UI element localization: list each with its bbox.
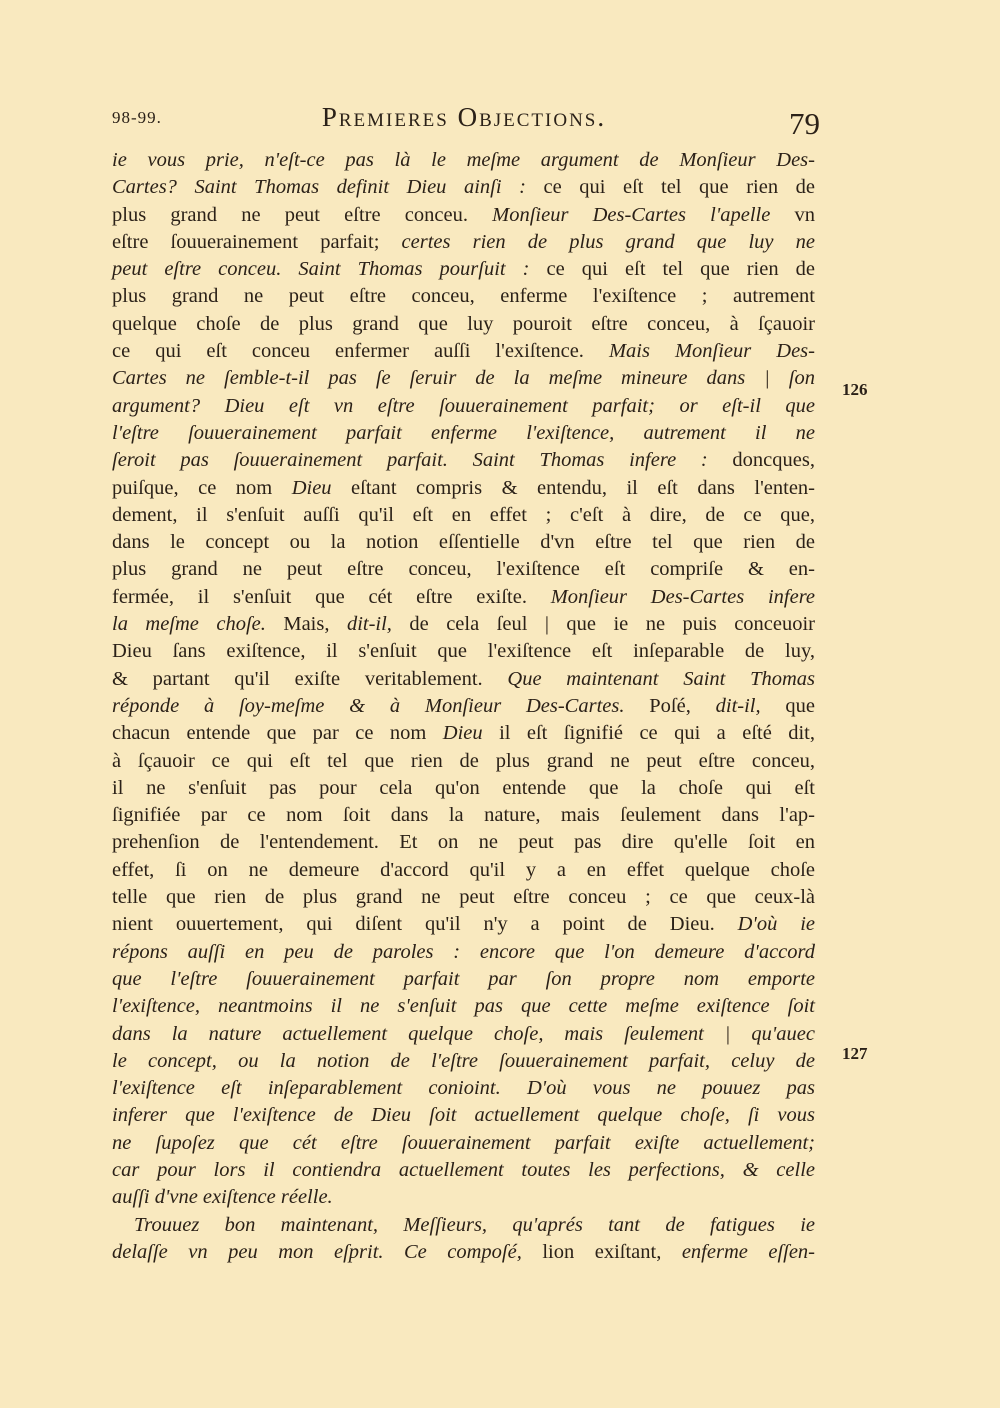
- italic-text-run: le concept, ou la notion de l'eſtre ſouuerainement parfait, celuy de: [112, 1049, 815, 1072]
- text-run: doncques,: [707, 449, 815, 472]
- text-run: vn: [770, 203, 815, 226]
- italic-text-run: Dieu: [291, 476, 332, 499]
- text-run: que: [760, 694, 815, 717]
- text-run: ce qui eſt tel que rien de: [529, 258, 815, 281]
- text-run: ſignifiée par ce nom ſoit dans la nature, mais ſeulement dans l'ap-: [112, 804, 815, 827]
- text-run: puiſque, ce nom: [112, 476, 292, 499]
- italic-text-run: certes rien de plus grand que luy ne: [401, 230, 816, 253]
- text-run: eſtre ſouuerainement parfait;: [112, 230, 402, 253]
- text-line: [112, 1130, 815, 1157]
- margin-reference-number: 127: [842, 1044, 868, 1063]
- header-section-pages: 98-99.: [112, 108, 162, 127]
- text-line: [112, 1048, 815, 1075]
- text-line: [112, 529, 815, 556]
- text-line: [112, 202, 815, 229]
- text-run: à ſçauoir ce qui eſt tel que rien de plus grand ne peut eſtre conceu,: [112, 749, 815, 772]
- text-line: [112, 829, 815, 856]
- text-run: telle que rien de plus grand ne peut eſtre conceu ; ce que ceux-là: [112, 886, 815, 909]
- text-line: [112, 939, 815, 966]
- text-run: de cela ſeul | que ie ne puis conceuoir: [391, 613, 816, 636]
- header-title: Premieres Objections.: [321, 102, 607, 132]
- text-run: quelque choſe de plus grand que luy pouroit eſtre conceu, à ſçauoir: [112, 312, 815, 335]
- text-line: [112, 338, 815, 365]
- text-line: [112, 775, 815, 802]
- text-line: [112, 666, 815, 693]
- italic-text-run: delaſſe vn peu mon eſprit. Ce compoſé,: [112, 1240, 522, 1263]
- text-line: [112, 311, 815, 338]
- italic-text-run: la meſme choſe.: [112, 613, 266, 636]
- text-line: [112, 748, 815, 775]
- text-line: [112, 993, 815, 1020]
- italic-text-run: peut eſtre conceu. Saint Thomas pourſuit :: [112, 258, 530, 281]
- text-line: [112, 884, 815, 911]
- italic-text-run: Mais Monſieur Des-: [608, 340, 815, 363]
- text-run: il eſt ſignifié ce qui a eſté dit,: [482, 722, 815, 745]
- italic-text-run: Cartes ne ſemble-t-il pas ſe ſeruir de la meſme mineure dans | ſon: [112, 367, 815, 390]
- text-line: [112, 802, 815, 829]
- text-line: [112, 857, 815, 884]
- italic-text-run: auſſi d'vne exiſtence réelle.: [112, 1186, 333, 1209]
- text-line: [112, 147, 815, 174]
- text-line: [112, 447, 815, 474]
- text-run: plus grand ne peut eſtre conceu.: [112, 203, 493, 226]
- italic-text-run: D'où ie: [737, 913, 815, 936]
- text-line: [112, 256, 815, 283]
- text-run: ce qui eſt tel que rien de: [525, 176, 815, 199]
- italic-text-run: car pour lors il contiendra actuellement toutes les perfections, & celle: [112, 1158, 815, 1181]
- italic-text-run: ne ſupoſez que cét eſtre ſouuerainement parfait exiſte actuellement;: [112, 1131, 815, 1154]
- text-line: [112, 365, 815, 392]
- text-run: plus grand ne peut eſtre conceu, l'exiſtence eſt compriſe & en-: [112, 558, 815, 581]
- text-line: [112, 1239, 815, 1266]
- text-line: [112, 1102, 815, 1129]
- text-run: & partant qu'il exiſte veritablement.: [112, 667, 508, 690]
- italic-text-run: ſeroit pas ſouuerainement parfait. Saint Thomas infere :: [112, 449, 708, 472]
- italic-text-run: dit-il,: [346, 613, 392, 636]
- text-line: [112, 174, 815, 201]
- italic-text-run: l'exiſtence eſt inſeparablement conioint. D'où vous ne pouuez pas: [112, 1077, 815, 1100]
- italic-text-run: Monſieur Des-Cartes infere: [550, 585, 816, 608]
- margin-reference-number: 126: [842, 380, 868, 399]
- italic-text-run: Trouuez bon maintenant, Meſſieurs, qu'aprés tant de fatigues ie: [134, 1213, 815, 1236]
- text-line: [112, 229, 815, 256]
- italic-text-run: inferer que l'exiſtence de Dieu ſoit actuellement quelque choſe, ſi vous: [112, 1104, 815, 1127]
- text-line: [112, 1021, 815, 1048]
- text-line: [112, 911, 815, 938]
- text-line: [112, 720, 815, 747]
- text-line: [112, 393, 815, 420]
- text-line: [112, 1157, 815, 1184]
- text-line: [112, 420, 815, 447]
- text-line: [112, 584, 815, 611]
- italic-text-run: l'exiſtence, neantmoins il ne s'enſuit pas que cette meſme exiſtence ſoit: [112, 995, 815, 1018]
- text-run: il ne s'enſuit pas pour cela qu'on entende que la choſe qui eſt: [112, 776, 815, 799]
- text-line: [112, 966, 815, 993]
- text-run: nient ouuertement, qui diſent qu'il n'y a point de Dieu.: [112, 913, 738, 936]
- running-header: [108, 100, 820, 148]
- text-run: dement, il s'enſuit auſſi qu'il eſt en effet ; c'eſt à dire, de ce que,: [112, 503, 815, 526]
- italic-text-run: que l'eſtre ſouuerainement parfait par ſon propre nom emporte: [112, 967, 815, 990]
- text-line: [112, 1184, 815, 1211]
- text-run: lion exiſtant,: [521, 1240, 682, 1263]
- text-run: Dieu ſans exiſtence, il s'enſuit que l'exiſtence eſt inſeparable de luy,: [112, 640, 815, 663]
- italic-text-run: ie vous prie, n'eſt-ce pas là le meſme argument de Monſieur Des-: [112, 149, 815, 171]
- body-text: [112, 147, 815, 1266]
- italic-text-run: réponde à ſoy-meſme & à Monſieur Des-Cartes.: [112, 694, 625, 717]
- italic-text-run: Que maintenant Saint Thomas: [507, 667, 816, 690]
- text-run: Poſé,: [624, 694, 716, 717]
- text-run: eſtant compris & entendu, il eſt dans l'enten-: [331, 476, 815, 499]
- text-line: [112, 1075, 815, 1102]
- italic-text-run: dans la nature actuellement quelque choſe, mais ſeulement | qu'auec: [112, 1022, 815, 1045]
- text-line: [112, 1212, 815, 1239]
- text-run: effet, ſi on ne demeure d'accord qu'il y a en effet quelque choſe: [112, 858, 815, 881]
- text-line: [112, 556, 815, 583]
- italic-text-run: dit-il,: [715, 694, 761, 717]
- italic-text-run: argument? Dieu eſt vn eſtre ſouuerainement parfait; or eſt-il que: [112, 394, 815, 417]
- text-line: [112, 638, 815, 665]
- text-line: [112, 693, 815, 720]
- italic-text-run: répons auſſi en peu de paroles : encore que l'on demeure d'accord: [112, 940, 815, 963]
- text-line: [112, 502, 815, 529]
- italic-text-run: Monſieur Des-Cartes l'apelle: [492, 203, 771, 226]
- italic-text-run: Dieu: [442, 722, 483, 745]
- text-line: [112, 283, 815, 310]
- text-run: ce qui eſt conceu enfermer auſſi l'exiſtence.: [112, 340, 609, 363]
- text-run: plus grand ne peut eſtre conceu, enferme l'exiſtence ; autrement: [112, 285, 815, 308]
- italic-text-run: Cartes? Saint Thomas definit Dieu ainſi :: [112, 176, 526, 199]
- page-number: 79: [789, 106, 820, 141]
- italic-text-run: enferme eſſen-: [681, 1240, 816, 1263]
- text-line: [112, 475, 815, 502]
- italic-text-run: l'eſtre ſouuerainement parfait enferme l'exiſtence, autrement il ne: [112, 421, 815, 444]
- text-run: Mais,: [265, 613, 347, 636]
- text-run: dans le concept ou la notion eſſentielle d'vn eſtre tel que rien de: [112, 531, 815, 554]
- text-line: [112, 611, 815, 638]
- text-run: fermée, il s'enſuit que cét eſtre exiſte.: [112, 585, 551, 608]
- text-run: prehenſion de l'entendement. Et on ne peut pas dire qu'elle ſoit en: [112, 831, 815, 854]
- text-run: chacun entende que par ce nom: [112, 722, 443, 745]
